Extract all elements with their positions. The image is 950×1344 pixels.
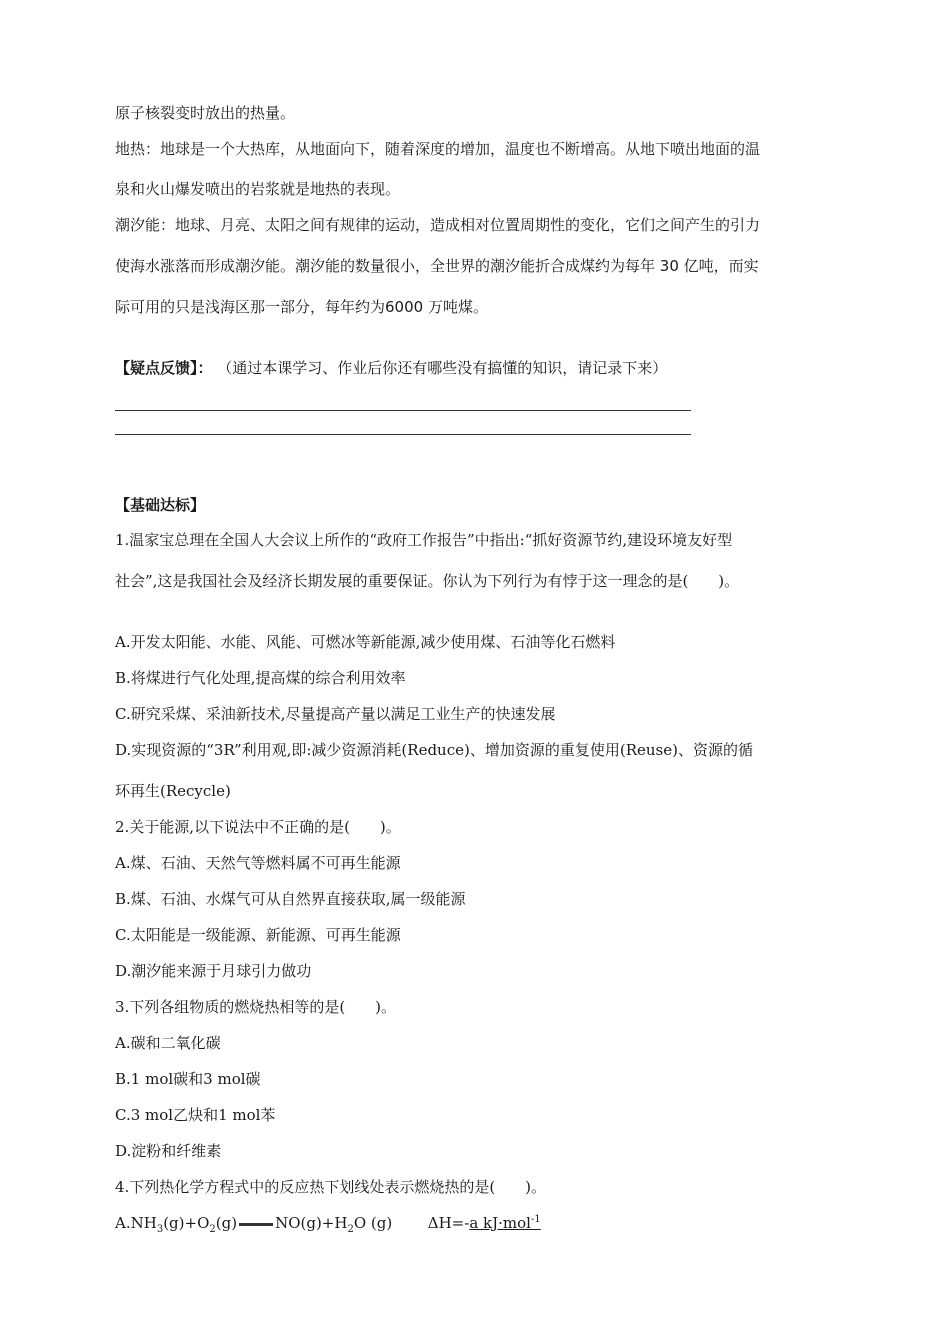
note-line-6: 际可用的只是浅海区那一部分，每年约为6000 万吨煤。 (115, 298, 488, 316)
q3-option-a: A.碳和二氧化碳 (115, 1034, 221, 1052)
q1-option-d-line-2: 环再生(Recycle) (115, 782, 231, 800)
answer-line-1[interactable] (115, 410, 691, 411)
q1-option-c: C.研究采煤、采油新技术,尽量提高产量以满足工业生产的快速发展 (115, 705, 556, 723)
q4-a-sub2: 2 (209, 1224, 216, 1235)
note-line-4: 潮汐能：地球、月亮、太阳之间有规律的运动，造成相对位置周期性的变化，它们之间产生的引力 (115, 216, 761, 234)
q4-a-rhs: NO(g)+H (275, 1214, 348, 1232)
q2-option-c: C.太阳能是一级能源、新能源、可再生能源 (115, 926, 401, 944)
note-line-2: 地热：地球是一个大热库，从地面向下，随着深度的增加，温度也不断增高。从地下喷出地面的温 (115, 140, 761, 158)
equals-bar (239, 1223, 273, 1226)
feedback-heading: 【疑点反馈】： (115, 359, 213, 377)
q1-option-a: A.开发太阳能、水能、风能、可燃冰等新能源,减少使用煤、石油等化石燃料 (115, 633, 616, 651)
feedback-prompt: （通过本课学习、作业后你还有哪些没有搞懂的知识，请记录下来） (217, 359, 668, 377)
q4-a-h2o-sub: 2 (347, 1224, 354, 1235)
q4-a-dh: ΔH=- (427, 1214, 470, 1232)
q4-option-a (115, 1214, 541, 1236)
q4-a-rhs2: O (g) (353, 1214, 393, 1232)
q1-stem-line-1: 1.温家宝总理在全国人大会议上所作的“政府工作报告”中指出:“抓好资源节约,建设环境友好型 (115, 531, 733, 549)
q4-stem: 4.下列热化学方程式中的反应热下划线处表示燃烧热的是( )。 (115, 1178, 547, 1196)
q4-a-nh: NH (130, 1214, 157, 1232)
q4-a-label: A. (115, 1214, 131, 1232)
q1-option-b: B.将煤进行气化处理,提高煤的综合利用效率 (115, 669, 406, 687)
q1-option-d-line-1: D.实现资源的“3R”利用观,即:减少资源消耗(Reduce)、增加资源的重复使用(Reuse)、资源的循 (115, 741, 753, 759)
note-line-5: 使海水涨落而形成潮汐能。潮汐能的数量很小，全世界的潮汐能折合成煤约为每年 30 亿吨，而实 (115, 257, 759, 275)
feedback-row (115, 359, 667, 377)
q4-a-g1: (g)+O (163, 1214, 210, 1232)
note-line-1: 原子核裂变时放出的热量。 (115, 104, 296, 122)
section-title: 【基础达标】 (115, 496, 206, 514)
q3-option-b: B.1 mol碳和3 mol碳 (115, 1070, 261, 1088)
q4-a-sub3: 3 (156, 1224, 164, 1235)
q3-stem: 3.下列各组物质的燃烧热相等的是( )。 (115, 998, 397, 1016)
q1-stem-line-2: 社会”,这是我国社会及经济长期发展的重要保证。你认为下列行为有悖于这一理念的是( )。 (115, 572, 740, 590)
q4-a-g2: (g) (215, 1214, 238, 1232)
q2-option-b: B.煤、石油、水煤气可从自然界直接获取,属一级能源 (115, 890, 466, 908)
q2-stem: 2.关于能源,以下说法中不正确的是( )。 (115, 818, 401, 836)
note-line-3: 泉和火山爆发喷出的岩浆就是地热的表现。 (115, 180, 401, 198)
answer-line-2[interactable] (115, 434, 691, 435)
q2-option-d: D.潮汐能来源于月球引力做功 (115, 962, 312, 980)
q3-option-c: C.3 mol乙炔和1 mol苯 (115, 1106, 276, 1124)
q2-option-a: A.煤、石油、天然气等燃料属不可再生能源 (115, 854, 401, 872)
q4-a-value: a kJ·mol$^{-1}$ (469, 1214, 541, 1232)
q3-option-d: D.淀粉和纤维素 (115, 1142, 222, 1160)
